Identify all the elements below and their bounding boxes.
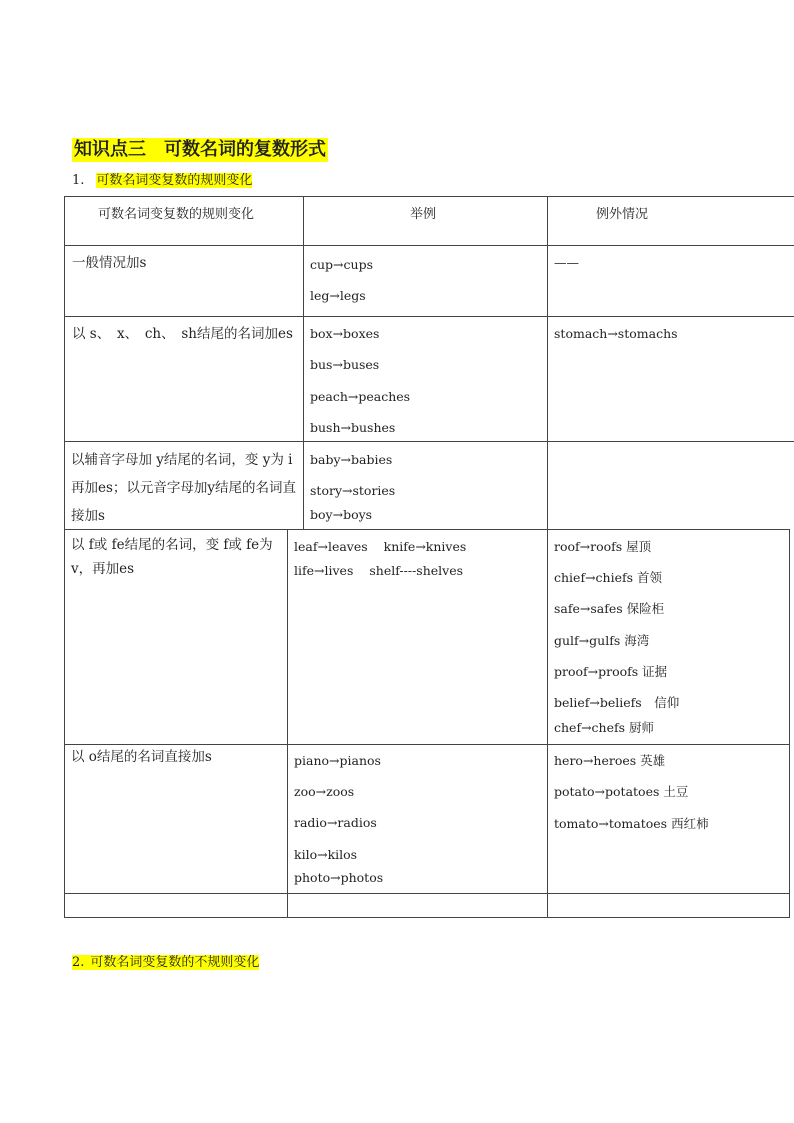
row-6-examples <box>287 893 547 918</box>
row-2-exceptions <box>547 316 794 441</box>
row-4-exceptions <box>547 529 790 744</box>
example-item: leg→legs <box>310 288 366 303</box>
example-item: piano→pianos <box>294 753 381 768</box>
example-item: baby→babies <box>310 452 393 467</box>
example-item: boy→boys <box>310 507 373 522</box>
exception-item: stomach→stomachs <box>554 326 678 341</box>
row-5-exceptions <box>547 744 790 893</box>
exception-item: gulf→gulfs 海湾 <box>554 633 650 648</box>
row-5-rule: 以 o结尾的名词直接加s <box>64 744 287 893</box>
exception-item: proof→proofs 证据 <box>554 664 668 679</box>
exception-item: chef→chefs 厨师 <box>554 720 655 735</box>
header-exceptions: 例外情况 <box>547 196 794 245</box>
section-1-number: 1. <box>72 173 85 188</box>
row-4-examples <box>287 529 547 744</box>
row-3-exceptions <box>547 441 794 529</box>
exception-item: chief→chiefs 首领 <box>554 570 663 585</box>
example-item: bus→buses <box>310 357 380 372</box>
example-item: photo→photos <box>294 870 384 885</box>
example-item: box→boxes <box>310 326 380 341</box>
row-1-rule: 一般情况加s <box>64 245 303 316</box>
row-1-exceptions <box>547 245 794 316</box>
exception-item: hero→heroes 英雄 <box>554 753 666 768</box>
exception-item: safe→safes 保险柜 <box>554 601 665 616</box>
example-item: story→stories <box>310 483 396 498</box>
row-2-examples <box>303 316 547 441</box>
example-item: knife→knives <box>383 539 467 554</box>
exception-item: belief→beliefs 信仰 <box>554 695 680 710</box>
example-item: radio→radios <box>294 815 377 830</box>
example-item: peach→peaches <box>310 389 411 404</box>
row-2-rule: 以 s、 x、 ch、 sh结尾的名词加es <box>64 316 303 441</box>
section-2-number: 2. <box>72 955 85 970</box>
section-2-label: 可数名词变复数的不规则变化 <box>90 955 260 970</box>
exception-item: —— <box>554 255 579 270</box>
example-item: shelf----shelves <box>369 563 464 578</box>
row-1-examples <box>303 245 547 316</box>
example-item: zoo→zoos <box>294 784 355 799</box>
exception-item: roof→roofs 屋顶 <box>554 539 652 554</box>
exception-item: potato→potatoes 土豆 <box>554 784 689 799</box>
example-item: bush→bushes <box>310 420 396 435</box>
exception-item: tomato→tomatoes 西红柿 <box>554 816 709 831</box>
row-3-examples <box>303 441 547 529</box>
example-item: life→lives <box>294 563 354 578</box>
row-6-exceptions <box>547 893 790 918</box>
section-1-label: 可数名词变复数的规则变化 <box>96 173 253 188</box>
example-item: cup→cups <box>310 257 373 272</box>
example-item: kilo→kilos <box>294 847 358 862</box>
example-item: leaf→leaves <box>294 539 368 554</box>
row-4-rule: 以 f或 fe结尾的名词，变 f或 fe为 v，再加es <box>64 529 287 744</box>
header-rule: 可数名词变复数的规则变化 <box>64 196 303 245</box>
section-2-heading <box>72 954 259 972</box>
row-5-examples <box>287 744 547 893</box>
page-title: 知识点三 可数名词的复数形式 <box>74 139 326 160</box>
row-3-rule: 以辅音字母加 y结尾的名词，变 y为 i 再加es；以元音字母加y结尾的名词直接加s <box>64 441 303 529</box>
header-examples: 举例 <box>303 196 547 245</box>
plural-rules-table <box>64 196 794 918</box>
section-1-heading <box>72 172 252 190</box>
row-6-rule <box>64 893 287 918</box>
